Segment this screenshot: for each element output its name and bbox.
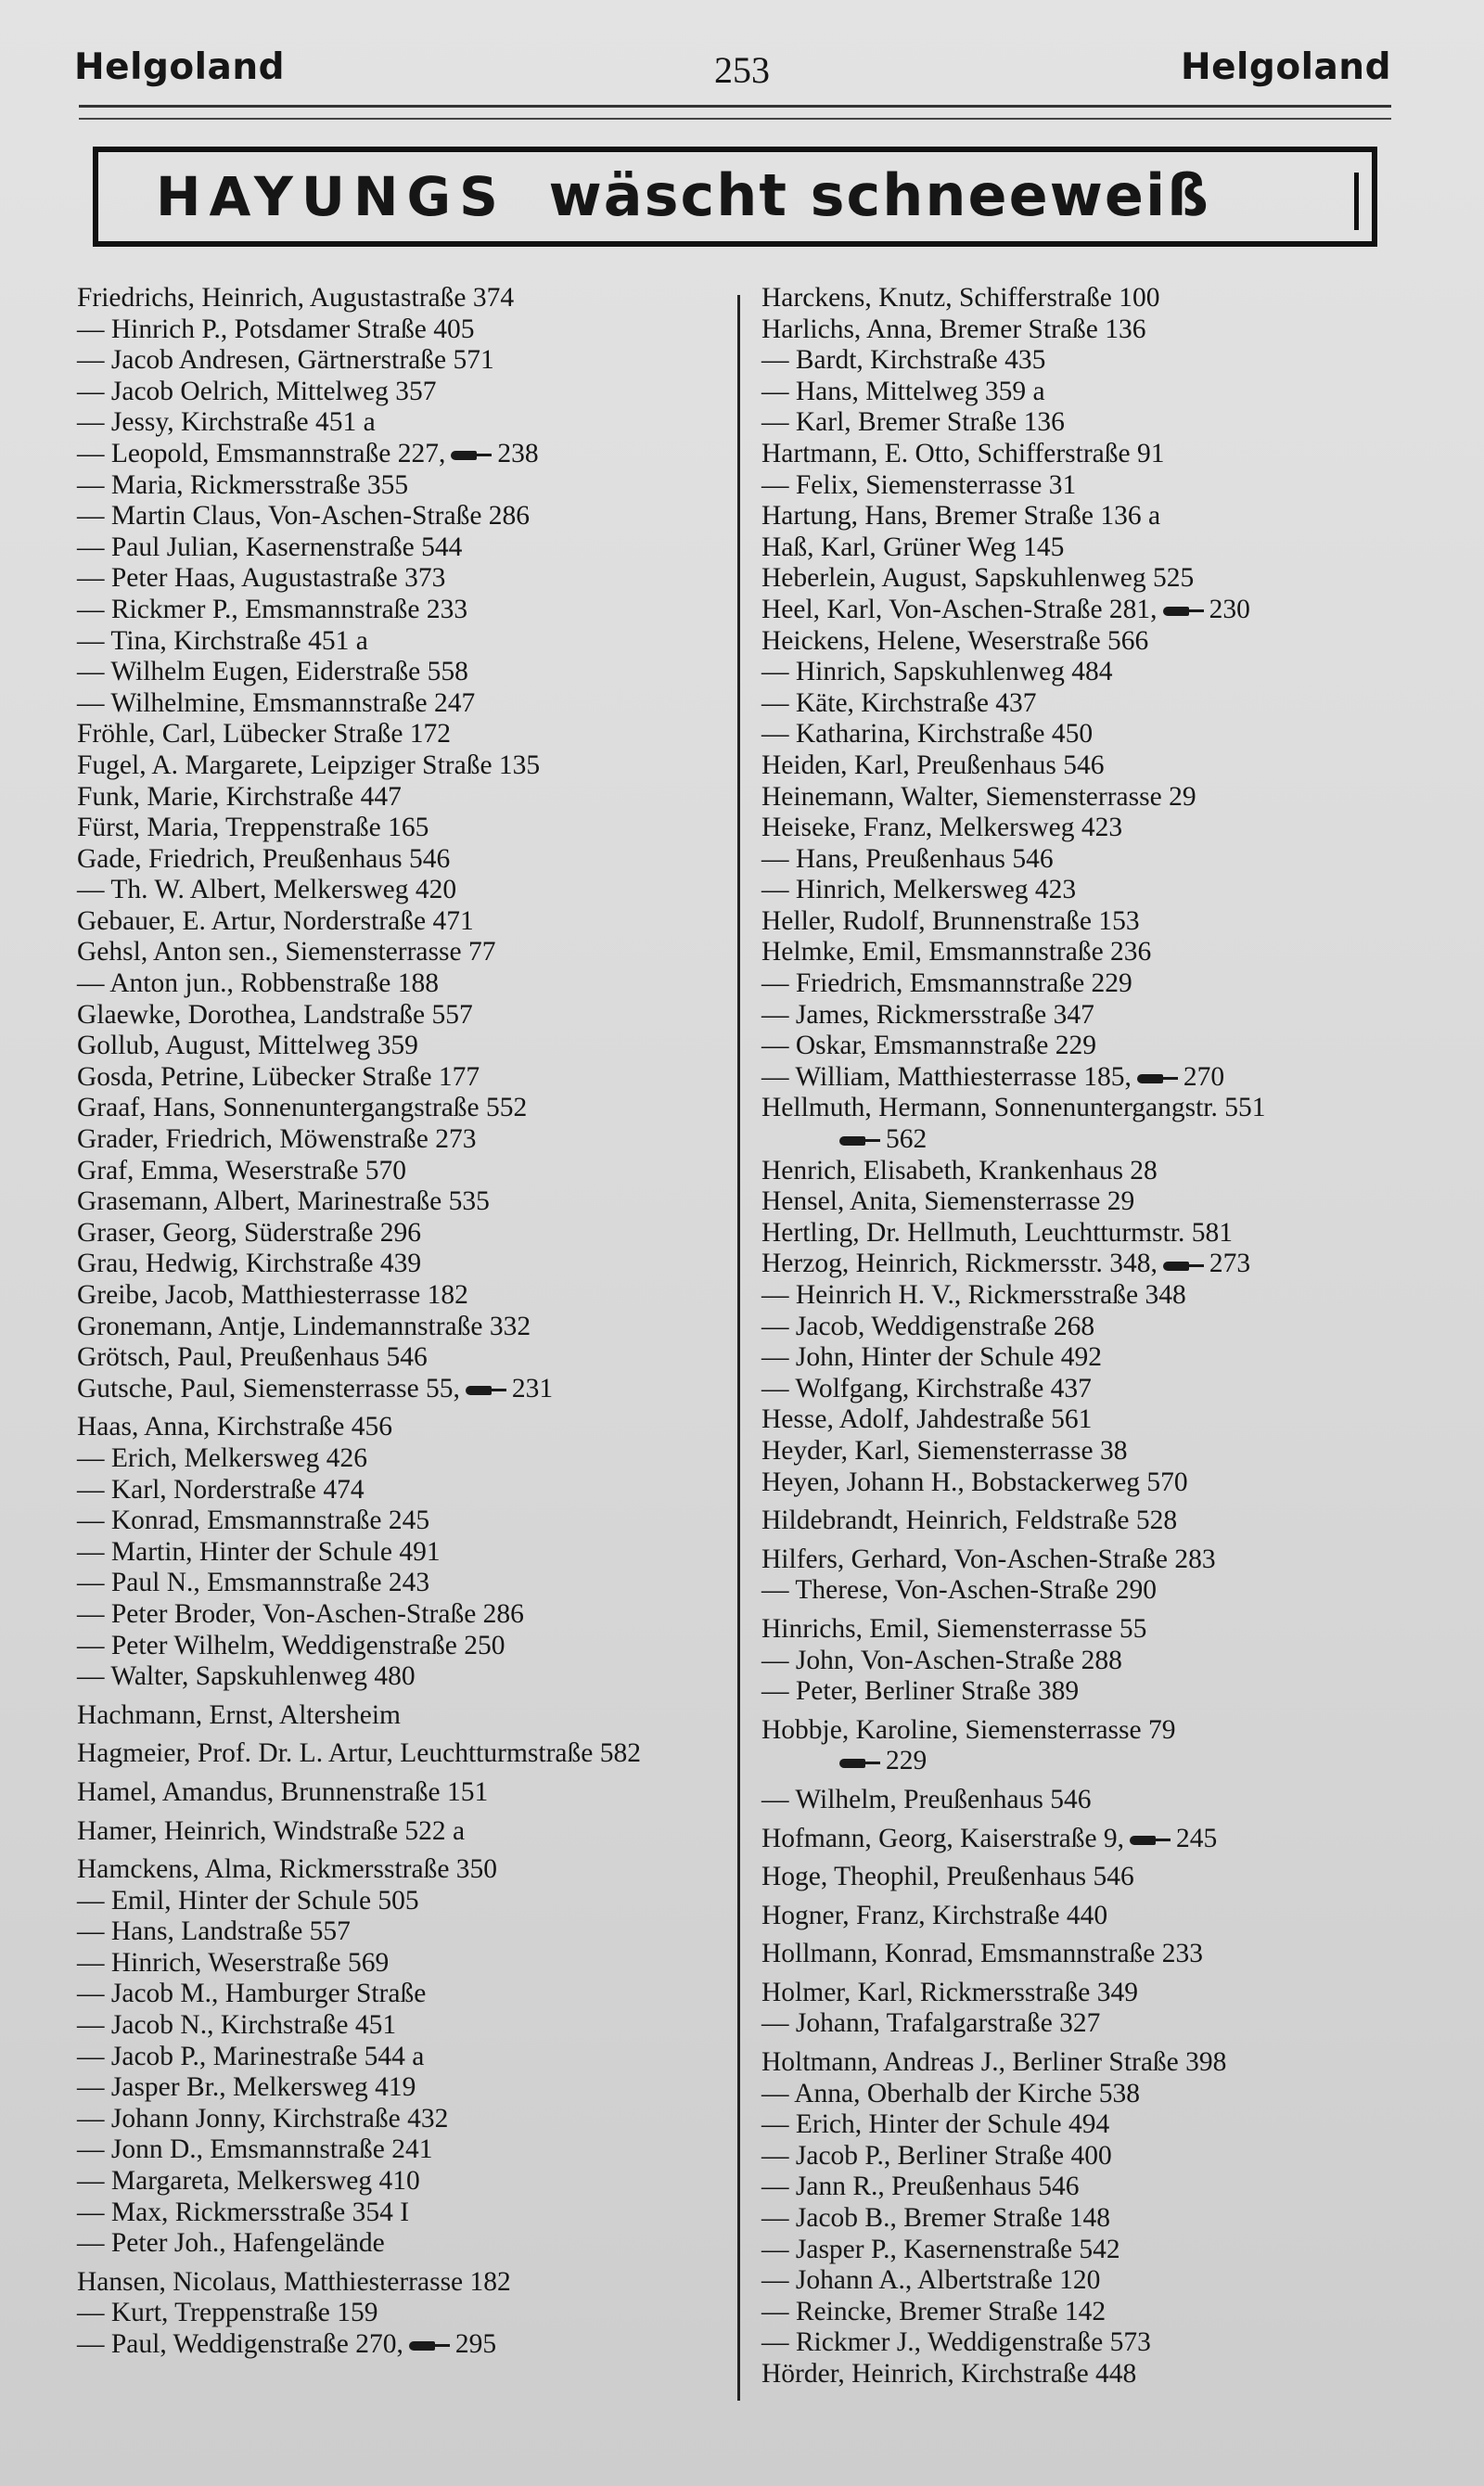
entry-text: — Th. W. Albert, Melkersweg 420: [77, 875, 457, 905]
directory-entry: [77, 626, 726, 658]
entry-text: Grau, Hedwig, Kirchstraße 439: [77, 1249, 422, 1279]
entry-text: — Katharina, Kirchstraße 450: [761, 719, 1094, 750]
entry-text: — Rickmer J., Weddigenstraße 573: [761, 2327, 1151, 2358]
pointing-hand-icon: [1163, 605, 1204, 618]
entry-text: Heller, Rudolf, Brunnenstraße 153: [761, 905, 1140, 936]
entry-text: — Peter Broder, Von-Aschen-Straße 286: [77, 1598, 524, 1629]
directory-entry: [77, 345, 726, 377]
directory-entry: [761, 1785, 1411, 1816]
directory-entry: [77, 782, 726, 814]
entry-text: Helmke, Emil, Emsmannstraße 236: [761, 937, 1152, 967]
entry-text: Herzog, Heinrich, Rickmersstr. 348,: [761, 1249, 1158, 1279]
header-rule-top: [79, 105, 1391, 108]
entry-text: — Jacob N., Kirchstraße 451: [77, 2010, 397, 2041]
entry-text: — John, Hinter der Schule 492: [761, 1342, 1103, 1373]
directory-entry: [761, 2141, 1411, 2172]
directory-entry: [761, 1186, 1411, 1218]
directory-entry: [761, 937, 1411, 968]
entry-text: Hamckens, Alma, Rickmersstraße 350: [77, 1854, 498, 1885]
entry-text: — Peter Joh., Hafengelände: [77, 2228, 385, 2259]
directory-entry: [761, 1862, 1411, 1893]
entry-text: — James, Rickmersstraße 347: [761, 999, 1094, 1030]
entry-text: — Therese, Von-Aschen-Straße 290: [761, 1575, 1158, 1606]
directory-entry: [77, 906, 726, 938]
directory-entry: [77, 1280, 726, 1312]
entry-text: Grötsch, Paul, Preußenhaus 546: [77, 1342, 428, 1373]
directory-entry: [77, 1979, 726, 2010]
entry-text: — Jacob Andresen, Gärtnerstraße 571: [77, 345, 494, 376]
directory-entry: [77, 1886, 726, 1917]
entry-text: Hartung, Hans, Bremer Straße 136 a: [761, 501, 1161, 532]
directory-entry: [761, 2109, 1411, 2141]
entry-text: Gutsche, Paul, Siemensterrasse 55,: [77, 1373, 460, 1403]
directory-entry: [77, 968, 726, 1000]
entry-text: — Hans, Mittelweg 359 a: [761, 376, 1045, 406]
advertisement-text: [156, 161, 1210, 229]
entry-text: Greibe, Jacob, Matthiesterrasse 182: [77, 1280, 468, 1310]
entry-text: — Peter Wilhelm, Weddigenstraße 250: [77, 1630, 505, 1660]
entry-text: Gollub, August, Mittelweg 359: [77, 1031, 418, 1061]
telephone-number: 562: [886, 1124, 928, 1155]
directory-entry: [761, 2047, 1411, 2079]
directory-entry: [761, 532, 1411, 564]
entry-text: — Wilhelm Eugen, Eiderstraße 558: [77, 657, 468, 687]
entry-text: Hamer, Heinrich, Windstraße 522 a: [77, 1815, 466, 1846]
pointing-hand-icon: [1137, 1072, 1178, 1085]
directory-entry: [77, 1000, 726, 1032]
directory-entry: [77, 1124, 726, 1156]
directory-entry: [77, 844, 726, 876]
entry-text: — Kurt, Treppenstraße 159: [77, 2298, 378, 2328]
entry-text: Heberlein, August, Sapskuhlenweg 525: [761, 563, 1195, 594]
directory-entry: [77, 1916, 726, 1948]
entry-text: Hofmann, Georg, Kaiserstraße 9,: [761, 1823, 1125, 1853]
pointing-hand-icon: [451, 449, 492, 462]
entry-text: — Jasper P., Kasernenstraße 542: [761, 2234, 1120, 2264]
entry-text: Hartmann, E. Otto, Schifferstraße 91: [761, 438, 1165, 468]
advertisement-box: [93, 147, 1377, 247]
directory-column-left: [77, 283, 726, 2361]
directory-entry: [77, 1700, 726, 1732]
entry-text: Heel, Karl, Von-Aschen-Straße 281,: [761, 594, 1158, 624]
advertisement-brand: HAYUNGS: [156, 165, 506, 228]
directory-entry: [761, 1124, 1411, 1156]
entry-text: Hensel, Anita, Siemensterrasse 29: [761, 1186, 1135, 1217]
directory-entry: [761, 1342, 1411, 1374]
header-place-left: Helgoland: [74, 46, 286, 88]
directory-entry: [77, 2042, 726, 2073]
directory-entry: [761, 1715, 1411, 1747]
entry-text: — Emil, Hinter der Schule 505: [77, 1885, 419, 1916]
pointing-hand-icon: [839, 1757, 880, 1770]
directory-entry: [77, 1631, 726, 1662]
directory-entry: [761, 813, 1411, 844]
entry-text: Graser, Georg, Süderstraße 296: [77, 1217, 422, 1248]
entry-text: Hansen, Nicolaus, Matthiesterrasse 182: [77, 2266, 511, 2297]
directory-entry: [77, 813, 726, 844]
directory-entry: [761, 626, 1411, 658]
entry-text: — Tina, Kirchstraße 451 a: [77, 625, 368, 656]
directory-entry: [77, 719, 726, 750]
directory-entry: [77, 2329, 726, 2361]
entry-text: — Hinrich, Weserstraße 569: [77, 1947, 390, 1978]
entry-text: — Jacob P., Marinestraße 544 a: [77, 2041, 425, 2071]
entry-text: — Erich, Hinter der Schule 494: [761, 2109, 1110, 2140]
directory-entry: [77, 1738, 766, 1770]
directory-entry: [77, 1854, 726, 1886]
directory-entry: [761, 595, 1411, 626]
telephone-number: 245: [1176, 1823, 1218, 1853]
directory-entry: [761, 657, 1411, 688]
telephone-number: 238: [497, 438, 539, 468]
entry-text: — Hinrich, Melkersweg 423: [761, 875, 1077, 905]
directory-entry: [761, 1093, 1411, 1124]
entry-text: Henrich, Elisabeth, Krankenhaus 28: [761, 1155, 1158, 1185]
directory-entry: [761, 1000, 1411, 1032]
entry-text: — Johann Jonny, Kirchstraße 432: [77, 2103, 449, 2134]
entry-text: Gehsl, Anton sen., Siemensterrasse 77: [77, 937, 496, 967]
entry-text: Fürst, Maria, Treppenstraße 165: [77, 813, 429, 843]
directory-entry: [761, 2172, 1411, 2203]
entry-text: — Martin, Hinter der Schule 491: [77, 1536, 441, 1567]
directory-entry: [77, 2134, 726, 2166]
entry-text: Holtmann, Andreas J., Berliner Straße 398: [761, 2047, 1227, 2078]
entry-text: Glaewke, Dorothea, Landstraße 557: [77, 999, 473, 1030]
entry-text: Heickens, Helene, Weserstraße 566: [761, 625, 1149, 656]
directory-entry: [77, 1568, 726, 1599]
entry-text: — John, Von-Aschen-Straße 288: [761, 1645, 1122, 1675]
directory-entry: [761, 501, 1411, 532]
directory-entry: [77, 470, 726, 502]
entry-text: — Jacob Oelrich, Mittelweg 357: [77, 376, 437, 406]
directory-entry: [761, 2203, 1411, 2235]
entry-text: — Jacob M., Hamburger Straße: [77, 1979, 427, 2009]
directory-entry: [77, 2166, 726, 2198]
entry-text: Fröhle, Carl, Lübecker Straße 172: [77, 719, 452, 750]
telephone-number: 231: [511, 1373, 554, 1403]
entry-text: — Max, Rickmersstraße 354 I: [77, 2197, 410, 2227]
entry-text: — Felix, Siemensterrasse 31: [761, 469, 1077, 500]
entry-text: — Hinrich P., Potsdamer Straße 405: [77, 314, 475, 344]
directory-entry: [77, 563, 726, 595]
directory-entry: [761, 906, 1411, 938]
directory-entry: [761, 314, 1411, 346]
directory-entry: [761, 2265, 1411, 2297]
directory-entry: [761, 2297, 1411, 2328]
entry-text: Hollmann, Konrad, Emsmannstraße 233: [761, 1939, 1204, 1969]
directory-entry: [77, 1374, 726, 1405]
column-divider: [737, 295, 740, 2401]
directory-entry: [77, 2198, 726, 2229]
entry-text: — Käte, Kirchstraße 437: [761, 687, 1037, 718]
directory-entry: [761, 1746, 1411, 1777]
entry-text: — Johann A., Albertstraße 120: [761, 2265, 1101, 2296]
entry-text: — Peter, Berliner Straße 389: [761, 1676, 1080, 1707]
directory-entry: [761, 875, 1411, 906]
directory-entry: [77, 283, 726, 314]
directory-entry: [761, 1404, 1411, 1436]
entry-text: Heiseke, Franz, Melkersweg 423: [761, 813, 1123, 843]
advertisement-slogan: wäscht schneeweiß: [548, 161, 1210, 229]
entry-text: Fugel, A. Margarete, Leipziger Straße 135: [77, 750, 541, 780]
entry-text: — Erich, Melkersweg 426: [77, 1442, 367, 1473]
directory-entry: [77, 688, 726, 720]
directory-entry: [761, 439, 1411, 470]
entry-text: — Hans, Landstraße 557: [77, 1916, 351, 1947]
directory-entry: [77, 1599, 726, 1631]
directory-entry: [77, 1661, 726, 1693]
entry-text: Holmer, Karl, Rickmersstraße 349: [761, 1977, 1138, 2007]
entry-text: — Jacob P., Berliner Straße 400: [761, 2140, 1112, 2171]
directory-entry: [77, 1249, 726, 1280]
pointing-hand-icon: [1130, 1834, 1171, 1847]
entry-text: — Martin Claus, Von-Aschen-Straße 286: [77, 501, 531, 532]
directory-entry: [77, 750, 726, 782]
pointing-hand-icon: [466, 1384, 506, 1397]
entry-text: Hellmuth, Hermann, Sonnenuntergangstr. 551: [761, 1093, 1266, 1123]
entry-text: — Jasper Br., Melkersweg 419: [77, 2072, 416, 2103]
entry-text: — Paul Julian, Kasernenstraße 544: [77, 532, 463, 562]
entry-text: Heiden, Karl, Preußenhaus 546: [761, 750, 1105, 780]
entry-text: — Walter, Sapskuhlenweg 480: [77, 1661, 416, 1692]
directory-entry: [761, 2235, 1411, 2266]
entry-text: Hachmann, Ernst, Altersheim: [77, 1699, 402, 1730]
directory-entry: [761, 1901, 1411, 1932]
directory-entry: [77, 2228, 726, 2260]
entry-text: Heyen, Johann H., Bobstackerweg 570: [761, 1467, 1188, 1497]
directory-entry: [761, 719, 1411, 750]
directory-entry: [77, 937, 726, 968]
directory-entry: [761, 750, 1411, 782]
directory-entry: [761, 844, 1411, 876]
entry-text: — Paul, Weddigenstraße 270,: [77, 2329, 403, 2359]
entry-text: Friedrichs, Heinrich, Augustastraße 374: [77, 283, 515, 313]
entry-text: Heyder, Karl, Siemensterrasse 38: [761, 1435, 1128, 1466]
entry-text: Gade, Friedrich, Preußenhaus 546: [77, 843, 451, 874]
directory-entry: [77, 2072, 726, 2104]
entry-text: Hildebrandt, Heinrich, Feldstraße 528: [761, 1506, 1178, 1536]
directory-entry: [761, 968, 1411, 1000]
directory-entry: [77, 1218, 726, 1249]
directory-entry: [761, 782, 1411, 814]
directory-entry: [761, 1312, 1411, 1343]
directory-entry: [77, 1186, 726, 1218]
directory-entry: [77, 1342, 726, 1374]
directory-entry: [77, 1506, 726, 1537]
pointing-hand-icon: [409, 2339, 450, 2352]
entry-text: Haas, Anna, Kirchstraße 456: [77, 1412, 392, 1442]
directory-entry: [761, 345, 1411, 377]
entry-text: — Jonn D., Emsmannstraße 241: [77, 2134, 433, 2165]
entry-text: — Peter Haas, Augustastraße 373: [77, 563, 446, 594]
entry-text: Grasemann, Albert, Marinestraße 535: [77, 1186, 490, 1217]
directory-entry: [761, 1978, 1411, 2009]
entry-text: Hobbje, Karoline, Siemensterrasse 79: [761, 1714, 1176, 1745]
directory-entry: [77, 2010, 726, 2042]
directory-entry: [761, 688, 1411, 720]
header-rule-bottom: [79, 118, 1391, 120]
entry-text: — Heinrich H. V., Rickmersstraße 348: [761, 1280, 1186, 1310]
directory-entry: [761, 1939, 1411, 1970]
entry-text: Gronemann, Antje, Lindemannstraße 332: [77, 1311, 531, 1341]
pointing-hand-icon: [839, 1134, 880, 1147]
page-number: 253: [714, 49, 770, 91]
directory-entry: [77, 1312, 726, 1343]
entry-text: — Anna, Oberhalb der Kirche 538: [761, 2078, 1140, 2108]
entry-text: — Hinrich, Sapskuhlenweg 484: [761, 657, 1113, 687]
entry-text: Grader, Friedrich, Möwenstraße 273: [77, 1124, 477, 1155]
directory-entry: [77, 1948, 726, 1980]
directory-entry: [761, 377, 1411, 408]
directory-entry: [77, 1412, 726, 1443]
directory-column-right: [761, 283, 1411, 2390]
entry-text: Graaf, Hans, Sonnenuntergangstraße 552: [77, 1093, 528, 1123]
telephone-number: 273: [1209, 1249, 1251, 1279]
entry-text: — Rickmer P., Emsmannstraße 233: [77, 594, 468, 624]
directory-entry: [761, 1374, 1411, 1405]
entry-text: Hilfers, Gerhard, Von-Aschen-Straße 283: [761, 1544, 1216, 1574]
directory-entry: [761, 1824, 1411, 1855]
directory-entry: [77, 1031, 726, 1062]
directory-entry: [761, 1280, 1411, 1312]
telephone-number: 270: [1183, 1061, 1225, 1092]
directory-entry: [77, 595, 726, 626]
directory-entry: [761, 2327, 1411, 2359]
directory-entry: [761, 2008, 1411, 2040]
directory-entry: [761, 1249, 1411, 1280]
directory-entry: [77, 2267, 726, 2299]
directory-entry: [77, 314, 726, 346]
directory-entry: [77, 1156, 726, 1187]
pointing-hand-icon: [1163, 1260, 1204, 1273]
advertisement-bar: [1354, 173, 1359, 230]
entry-text: Hesse, Adolf, Jahdestraße 561: [761, 1404, 1093, 1435]
entry-text: Hogner, Franz, Kirchstraße 440: [761, 1900, 1108, 1930]
entry-text: Heinemann, Walter, Siemensterrasse 29: [761, 781, 1196, 812]
directory-entry: [761, 2079, 1411, 2110]
entry-text: — Maria, Rickmersstraße 355: [77, 469, 409, 500]
entry-text: — Karl, Norderstraße 474: [77, 1474, 365, 1505]
entry-text: — Jacob, Weddigenstraße 268: [761, 1311, 1095, 1341]
directory-entry: [77, 657, 726, 688]
directory-entry: [761, 1031, 1411, 1062]
entry-text: — Reincke, Bremer Straße 142: [761, 2296, 1107, 2326]
directory-entry: [77, 439, 726, 470]
entry-text: Graf, Emma, Weserstraße 570: [77, 1155, 407, 1185]
entry-text: — Bardt, Kirchstraße 435: [761, 345, 1046, 376]
entry-text: — Oskar, Emsmannstraße 229: [761, 1031, 1096, 1061]
directory-entry: [77, 875, 726, 906]
entry-text: — Johann, Trafalgarstraße 327: [761, 2008, 1101, 2039]
directory-entry: [761, 1436, 1411, 1467]
entry-text: Hertling, Dr. Hellmuth, Leuchtturmstr. 581: [761, 1217, 1233, 1248]
entry-text: — Jacob B., Bremer Straße 148: [761, 2203, 1111, 2234]
directory-entry: [761, 1506, 1411, 1537]
entry-text: Haß, Karl, Grüner Weg 145: [761, 532, 1065, 562]
directory-entry: [761, 1676, 1411, 1708]
telephone-number: 230: [1209, 594, 1250, 624]
directory-entry: [77, 407, 726, 439]
directory-entry: [761, 1062, 1411, 1094]
directory-entry: [77, 1475, 726, 1506]
entry-text: Harlichs, Anna, Bremer Straße 136: [761, 314, 1146, 344]
directory-entry: [77, 1777, 726, 1809]
entry-text: Hinrichs, Emil, Siemensterrasse 55: [761, 1613, 1147, 1644]
entry-text: — Jann R., Preußenhaus 546: [761, 2172, 1080, 2202]
directory-entry: [77, 377, 726, 408]
directory-entry: [77, 1062, 726, 1094]
header-place-right: Helgoland: [1180, 46, 1391, 88]
directory-entry: [761, 1467, 1411, 1499]
directory-entry: [761, 407, 1411, 439]
directory-entry: [77, 501, 726, 532]
directory-entry: [761, 563, 1411, 595]
entry-text: — Hans, Preußenhaus 546: [761, 843, 1054, 874]
entry-text: Harckens, Knutz, Schifferstraße 100: [761, 283, 1160, 313]
directory-entry: [77, 1443, 726, 1475]
directory-entry: [761, 1156, 1411, 1187]
entry-text: — Karl, Bremer Straße 136: [761, 407, 1065, 438]
telephone-number: 229: [886, 1746, 928, 1776]
directory-entry: [77, 1093, 726, 1124]
directory-entry: [761, 1218, 1411, 1249]
directory-entry: [761, 470, 1411, 502]
directory-entry: [77, 2298, 726, 2329]
directory-entry: [761, 283, 1411, 314]
directory-entry: [77, 1537, 726, 1569]
directory-entry: [761, 1614, 1411, 1646]
entry-text: Funk, Marie, Kirchstraße 447: [77, 781, 402, 812]
directory-entry: [761, 1575, 1411, 1607]
entry-text: Hörder, Heinrich, Kirchstraße 448: [761, 2359, 1137, 2389]
entry-text: Hoge, Theophil, Preußenhaus 546: [761, 1862, 1134, 1892]
entry-text: Hagmeier, Prof. Dr. L. Artur, Leuchtturmstraße 582: [77, 1738, 641, 1769]
entry-text: Gebauer, E. Artur, Norderstraße 471: [77, 905, 474, 936]
entry-text: — Wilhelm, Preußenhaus 546: [761, 1784, 1092, 1814]
entry-text: — Anton jun., Robbenstraße 188: [77, 968, 440, 999]
entry-text: — Paul N., Emsmannstraße 243: [77, 1568, 430, 1598]
directory-entry: [761, 1544, 1411, 1576]
entry-text: — Wolfgang, Kirchstraße 437: [761, 1373, 1092, 1403]
entry-text: Gosda, Petrine, Lübecker Straße 177: [77, 1061, 480, 1092]
entry-text: — Konrad, Emsmannstraße 245: [77, 1506, 430, 1536]
directory-entry: [77, 532, 726, 564]
telephone-number: 295: [454, 2329, 497, 2359]
directory-entry: [761, 1646, 1411, 1677]
entry-text: — Margareta, Melkersweg 410: [77, 2166, 420, 2197]
entry-text: — Friedrich, Emsmannstraße 229: [761, 968, 1132, 999]
entry-text: — Wilhelmine, Emsmannstraße 247: [77, 687, 476, 718]
directory-entry: [761, 2359, 1411, 2390]
entry-text: — William, Matthiesterrasse 185,: [761, 1061, 1132, 1092]
entry-text: Hamel, Amandus, Brunnenstraße 151: [77, 1776, 489, 1807]
entry-text: — Jessy, Kirchstraße 451 a: [77, 407, 376, 438]
directory-entry: [77, 2104, 726, 2135]
directory-entry: [77, 1816, 726, 1848]
entry-text: — Leopold, Emsmannstraße 227,: [77, 438, 446, 468]
